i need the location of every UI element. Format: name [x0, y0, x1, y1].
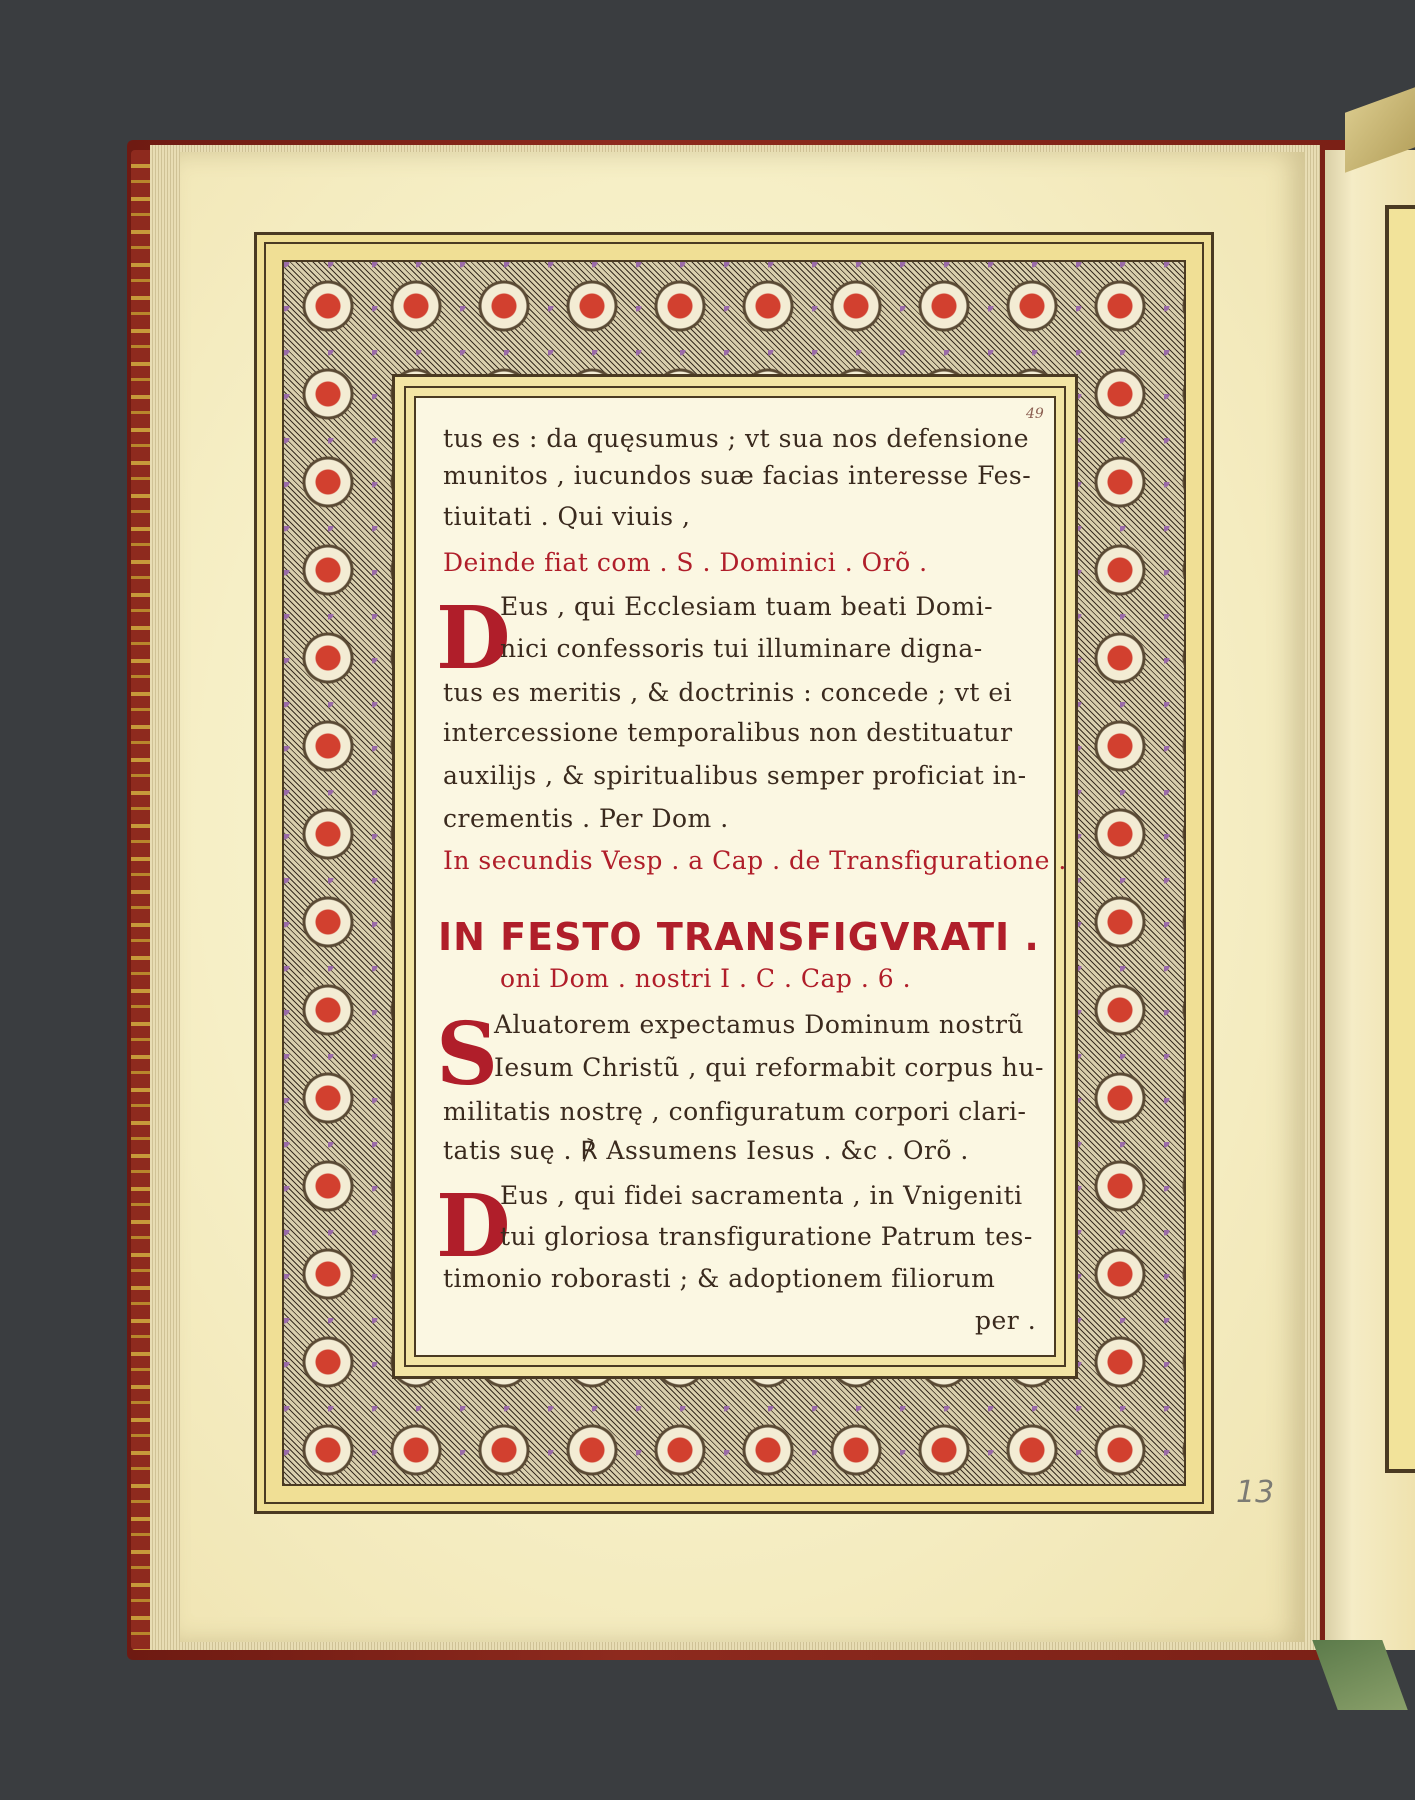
folio-number: 49: [1026, 406, 1044, 422]
text-line: nici confessoris tui illuminare digna-: [500, 634, 983, 663]
decorated-initial: D: [436, 588, 511, 689]
catchword: per .: [975, 1306, 1037, 1335]
text-line: Eus , qui Ecclesiam tuam beati Domi-: [500, 592, 994, 621]
feast-heading: IN FESTO TRANSFIGVRATI .: [438, 915, 1040, 959]
text-line: crementis . Per Dom .: [443, 804, 729, 833]
text-line: tus es meritis , & doctrinis : concede ; vt ei: [443, 678, 1013, 707]
text-line: tus es : da quęsumus ; vt sua nos defensione: [443, 424, 1030, 453]
decorated-initial: S: [436, 1004, 499, 1105]
decorated-initial: D: [436, 1176, 511, 1277]
rubric: In secundis Vesp . a Cap . de Transfiguratione .: [443, 846, 1067, 875]
text-line: timonio roborasti ; & adoptionem filiorum: [443, 1264, 996, 1293]
text-line: intercessione temporalibus non destituatur: [443, 718, 1013, 747]
feast-subheading: oni Dom . nostri I . C . Cap . 6 .: [500, 964, 912, 993]
text-line: Iesum Christũ , qui reformabit corpus hu-: [494, 1053, 1044, 1082]
text-line: tiuitati . Qui viuis ,: [443, 502, 691, 531]
facing-page-border: [1385, 205, 1415, 1473]
text-line: auxilijs , & spiritualibus semper proficiat in-: [443, 761, 1027, 790]
ribbon-bottom: [1312, 1640, 1407, 1710]
text-line: tatis suę . ℟ Assumens Iesus . &c . Orõ .: [443, 1136, 969, 1165]
text-line: Aluatorem expectamus Dominum nostrũ: [494, 1010, 1025, 1039]
text-line: munitos , iucundos suæ facias interesse Fes-: [443, 461, 1032, 490]
rubric: Deinde fiat com . S . Dominici . Orõ .: [443, 548, 928, 577]
text-line: tui gloriosa transfiguratione Patrum tes-: [500, 1222, 1033, 1251]
pencil-page-number: 13: [1236, 1475, 1275, 1510]
text-line: militatis nostrę , configuratum corpori clari-: [443, 1097, 1027, 1126]
text-line: Eus , qui fidei sacramenta , in Vnigeniti: [500, 1181, 1023, 1210]
